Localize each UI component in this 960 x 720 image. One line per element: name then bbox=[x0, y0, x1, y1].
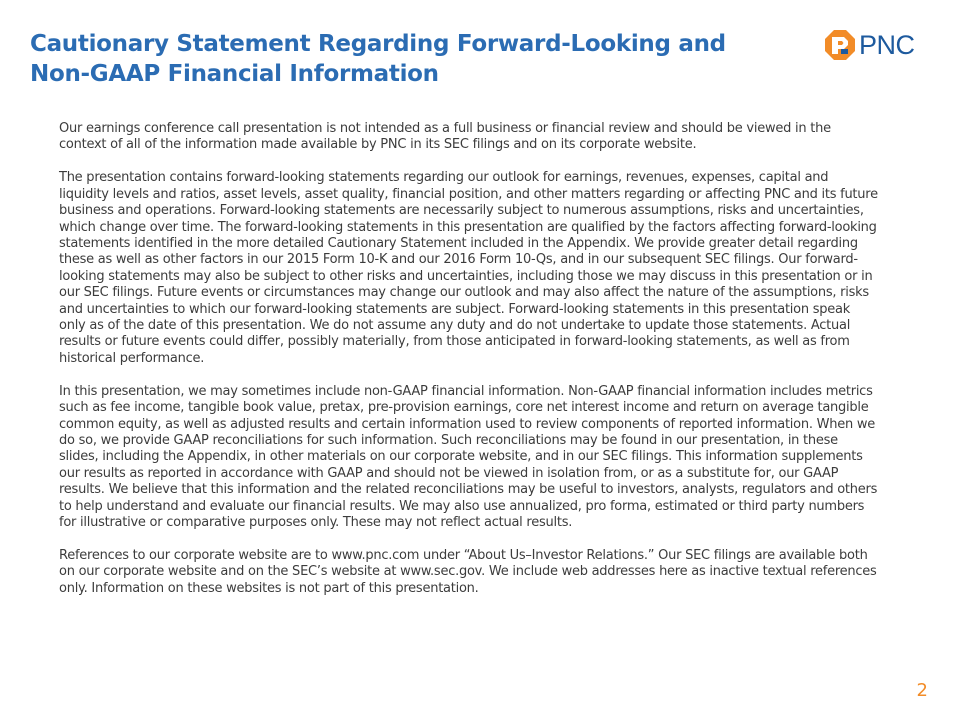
paragraph-non-gaap: In this presentation, we may sometimes include non-GAAP financial information. Non-GAAP financial information includes metrics such as fee income, tangible book value, pretax, pre-provision earnings, core net interest income and return on average tangible common equity, as well as adjusted results and certain information used to review components of reported information. When we do so, we provide GAAP reconciliations for such information. Such reconciliations may be found in our presentation, in these slides, including the Appendix, in other materials on our corporate website, and in our SEC filings. This information supplements our results as reported in accordance with GAAP and should not be viewed in isolation from, or as a substitute for, our GAAP results. We believe that this information and the related reconciliations may be useful to investors, analysts, regulators and others to help understand and evaluate our financial results. We may also use annualized, pro forma, estimated or third party numbers for illustrative or comparative purposes only. These may not reflect actual results. bbox=[59, 383, 878, 530]
page-number: 2 bbox=[916, 680, 928, 701]
pnc-logo bbox=[824, 28, 934, 62]
cautionary-statement-body bbox=[59, 121, 879, 614]
paragraph-forward-looking: The presentation contains forward-looking statements regarding our outlook for earnings, revenues, expenses, capital and liquidity levels and ratios, asset levels, asset quality, financial position, and other matters regarding or affecting PNC and its future business and operations. Forward-looking statements are necessarily subject to numerous assumptions, risks and uncertainties, which change over time. The forward-looking statements in this presentation are qualified by the factors affecting forward-looking statements identified in the more detailed Cautionary Statement included in the Appendix. We provide greater detail regarding these as well as other factors in our 2015 Form 10-K and our 2016 Form 10-Qs, and in our subsequent SEC filings. Our forward-looking statements may also be subject to other risks and uncertainties, including those we may discuss in this presentation or in our SEC filings. Future events or circumstances may change our outlook and may also affect the nature of the assumptions, risks and uncertainties to which our forward-looking statements are subject. Forward-looking statements in this presentation speak only as of the date of this presentation. We do not assume any duty and do not undertake to update those statements. Actual results or future events could differ, possibly materially, from those anticipated in forward-looking statements, as well as from historical performance. bbox=[59, 170, 878, 366]
paragraph-website-references: References to our corporate website are to www.pnc.com under “About Us–Investor Relations.” Our SEC filings are available both on our corporate website and on the SEC’s website at www.sec.gov. We include web addresses here as inactive textual references only. Information on these websites is not part of this presentation. bbox=[59, 547, 877, 596]
pnc-logo-icon bbox=[824, 29, 856, 61]
paragraph-intro: Our earnings conference call presentation is not intended as a full business or financial review and should be viewed in the context of all of the information made available by PNC in its SEC filings and on its corporate website. bbox=[59, 121, 831, 153]
logo-wordmark: PNC bbox=[859, 30, 915, 60]
slide-title: Cautionary Statement Regarding Forward-Looking and Non-GAAP Financial Information bbox=[30, 31, 726, 87]
